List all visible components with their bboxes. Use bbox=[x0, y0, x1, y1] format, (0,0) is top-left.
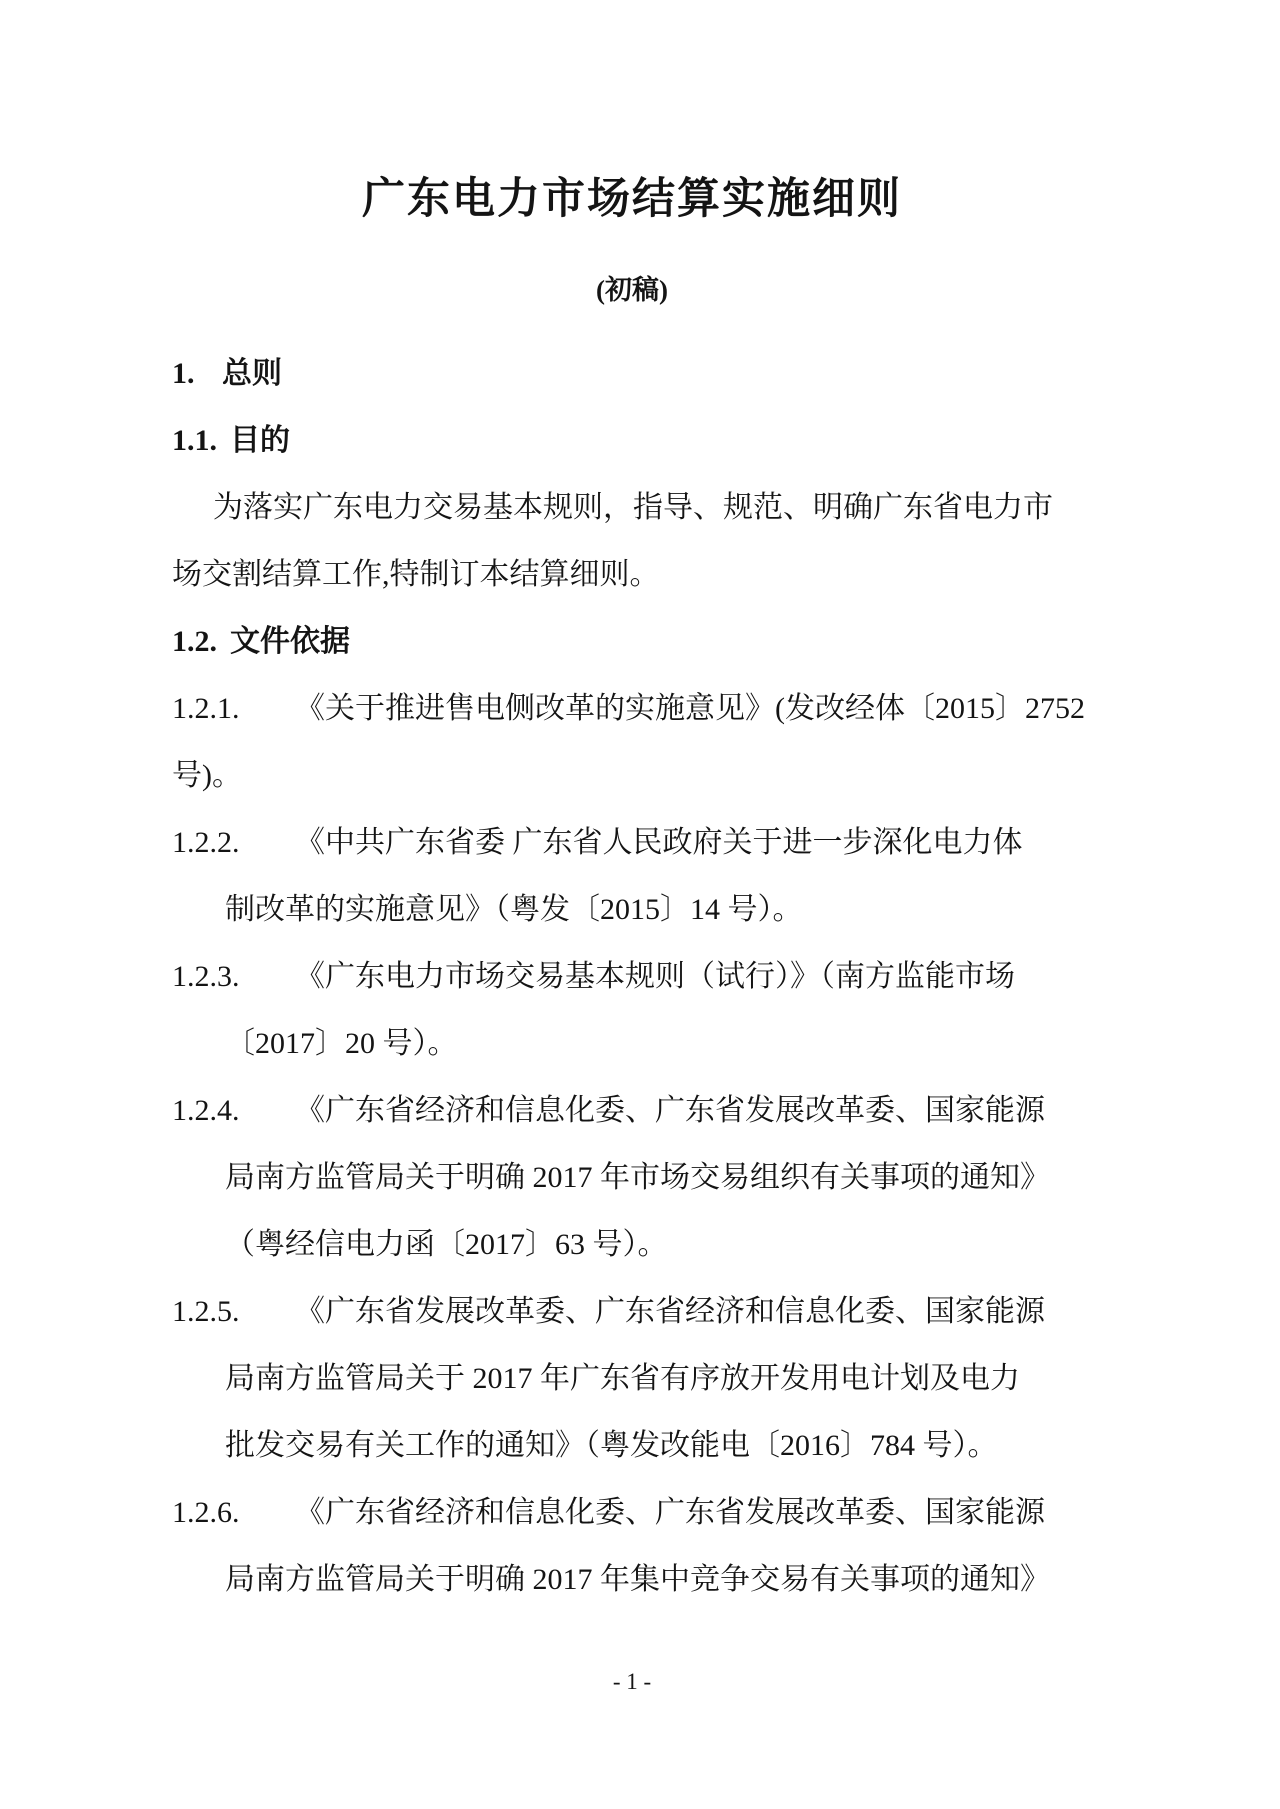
list-item-1-2-5-number: 1.2.5. bbox=[172, 1295, 240, 1328]
list-item-1-2-2-text: 《中共广东省委 广东省人民政府关于进一步深化电力体 bbox=[295, 826, 1023, 859]
list-item-1-2-1-continuation: 号)。 bbox=[172, 759, 242, 792]
heading-section-1-2-number: 1.2. bbox=[172, 625, 217, 658]
list-item-1-2-2-number: 1.2.2. bbox=[172, 826, 240, 859]
list-item-1-2-4-continuation-2: （粤经信电力函〔2017〕63 号）。 bbox=[225, 1228, 668, 1261]
heading-section-1-1 bbox=[172, 407, 1092, 474]
purpose-paragraph-line-2: 场交割结算工作,特制订本结算细则。 bbox=[172, 558, 660, 591]
list-item-1-2-6 bbox=[172, 1479, 1092, 1546]
document-title: 广东电力市场结算实施细则 bbox=[362, 176, 902, 223]
list-item-1-2-6-number: 1.2.6. bbox=[172, 1496, 240, 1529]
list-item-1-2-5-continuation-1: 局南方监管局关于 2017 年广东省有序放开发用电计划及电力 bbox=[225, 1362, 1020, 1395]
list-item-1-2-3-number: 1.2.3. bbox=[172, 960, 240, 993]
heading-section-1 bbox=[172, 340, 1092, 407]
list-item-1-2-4-number: 1.2.4. bbox=[172, 1094, 240, 1127]
list-item-1-2-2-continuation: 制改革的实施意见》（粤发〔2015〕14 号）。 bbox=[225, 893, 803, 926]
heading-section-1-1-label: 目的 bbox=[230, 424, 290, 457]
list-item-1-2-1-text: 《关于推进售电侧改革的实施意见》(发改经体〔2015〕2752 bbox=[295, 692, 1085, 725]
heading-section-1-2-label: 文件依据 bbox=[230, 625, 350, 658]
list-item-1-2-3 bbox=[172, 943, 1092, 1010]
list-item-1-2-6-text: 《广东省经济和信息化委、广东省发展改革委、国家能源 bbox=[295, 1496, 1045, 1529]
heading-section-1-2 bbox=[172, 608, 1092, 675]
list-item-1-2-5 bbox=[172, 1278, 1092, 1345]
list-item-1-2-2 bbox=[172, 809, 1092, 876]
list-item-1-2-1-number: 1.2.1. bbox=[172, 692, 240, 725]
list-item-1-2-1 bbox=[172, 675, 1092, 742]
list-item-1-2-6-continuation: 局南方监管局关于明确 2017 年集中竞争交易有关事项的通知》 bbox=[225, 1563, 1050, 1596]
list-item-1-2-3-continuation: 〔2017〕20 号）。 bbox=[225, 1027, 458, 1060]
document-content bbox=[172, 150, 1092, 1613]
page-number: - 1 - bbox=[612, 1669, 652, 1694]
list-item-1-2-4 bbox=[172, 1077, 1092, 1144]
heading-section-1-1-number: 1.1. bbox=[172, 424, 217, 457]
heading-section-1-label: 总则 bbox=[222, 357, 282, 390]
list-item-1-2-4-continuation-1: 局南方监管局关于明确 2017 年市场交易组织有关事项的通知》 bbox=[225, 1161, 1050, 1194]
list-item-1-2-3-text: 《广东电力市场交易基本规则（试行）》（南方监能市场 bbox=[295, 960, 1015, 993]
heading-section-1-number: 1. bbox=[172, 357, 195, 390]
list-item-1-2-5-continuation-2: 批发交易有关工作的通知》（粤发改能电〔2016〕784 号）。 bbox=[225, 1429, 998, 1462]
purpose-paragraph-line-1: 为落实广东电力交易基本规则，指导、规范、明确广东省电力市 bbox=[213, 491, 1053, 524]
list-item-1-2-5-text: 《广东省发展改革委、广东省经济和信息化委、国家能源 bbox=[295, 1295, 1045, 1328]
list-item-1-2-4-text: 《广东省经济和信息化委、广东省发展改革委、国家能源 bbox=[295, 1094, 1045, 1127]
document-subtitle: (初稿) bbox=[596, 275, 668, 305]
